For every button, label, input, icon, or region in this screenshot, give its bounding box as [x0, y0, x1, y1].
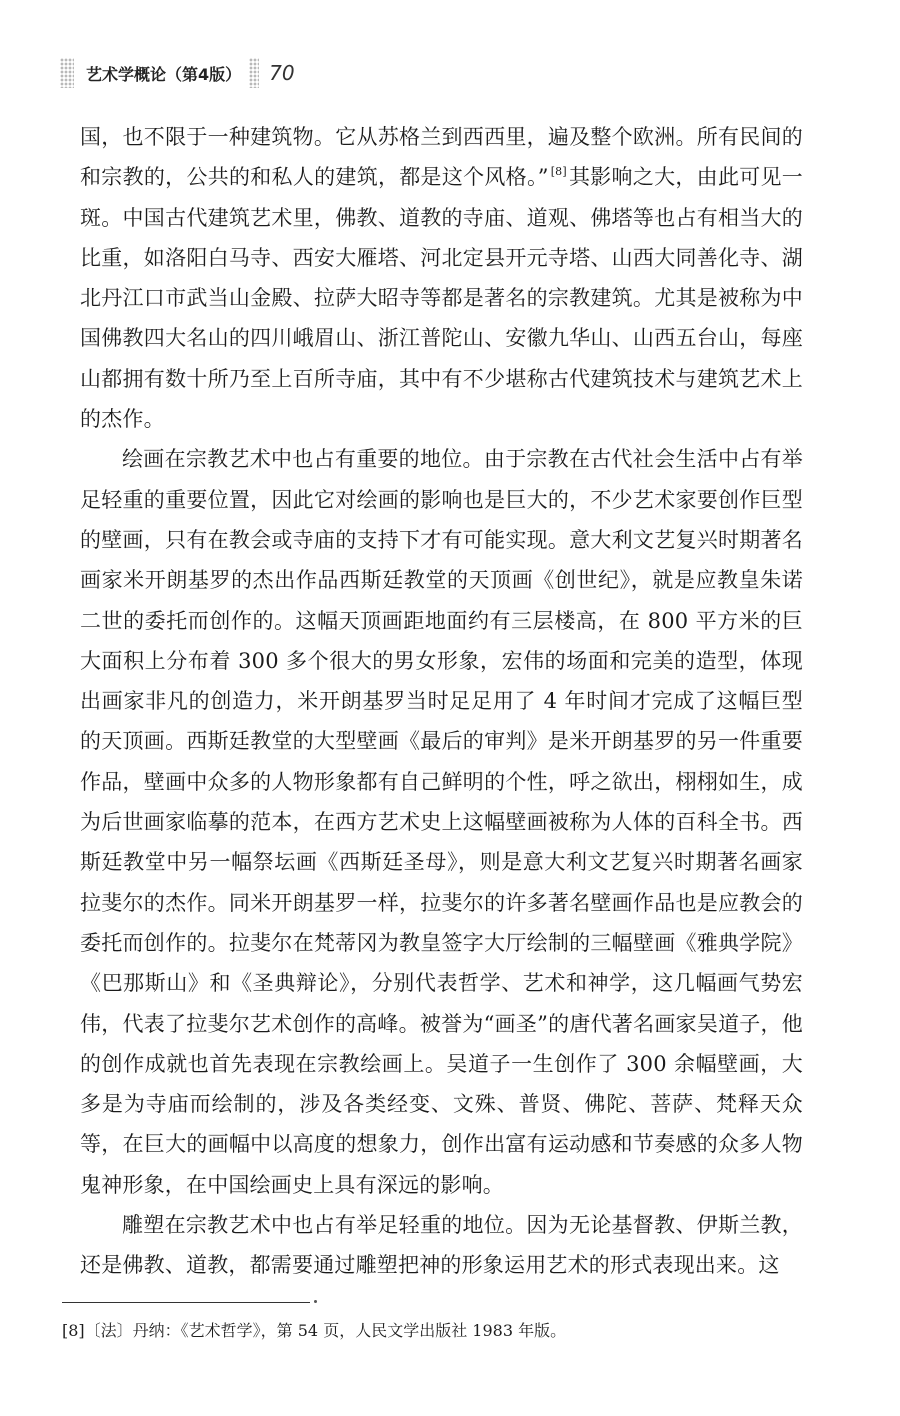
paragraph-text: 国，也不限于一种建筑物。它从苏格兰到西西里，遍及整个欧洲。所有民间的和宗教的，公共的和私人的建筑，都是这个风格。”	[80, 125, 803, 190]
divider-dot	[314, 1300, 317, 1303]
page-number: 70	[269, 61, 295, 85]
body-text	[80, 117, 803, 1286]
footnote: [8]〔法〕丹纳：《艺术哲学》，第 54 页，人民文学出版社 1983 年版。	[62, 1321, 567, 1340]
paragraph-text: 其影响之大，由此可见一斑。中国古代建筑艺术里，佛教、道教的寺庙、道观、佛塔等也占有相当大的比重，如洛阳白马寺、西安大雁塔、河北定县开元寺塔、山西大同善化寺、湖北丹江口市武当山金殿、拉萨大昭寺等都是著名的宗教建筑。尤其是被称为中国佛教四大名山的四川峨眉山、浙江普陀山、安徽九华山、山西五台山，每座山都拥有数十所乃至上百所寺庙，其中有不少堪称古代建筑技术与建筑艺术上的杰作。	[80, 165, 803, 432]
header-ornament	[60, 58, 74, 88]
running-header	[60, 58, 295, 88]
paragraph-painting: 绘画在宗教艺术中也占有重要的地位。由于宗教在古代社会生活中占有举足轻重的重要位置，因此它对绘画的影响也是巨大的，不少艺术家要创作巨型的壁画，只有在教会或寺庙的支持下才有可能实现。意大利文艺复兴时期著名画家米开朗基罗的杰出作品西斯廷教堂的天顶画《创世纪》，就是应教皇朱诺二世的委托而创作的。这幅天顶画距地面约有三层楼高，在 800 平方米的巨大面积上分布着 300 多个很大的男女形象，宏伟的场面和完美的造型，体现出画家非凡的创造力，米开朗基罗当时足足用了 4 年时间才完成了这幅巨型的天顶画。西斯廷教堂的大型壁画《最后的审判》是米开朗基罗的另一件重要作品，壁画中众多的人物形象都有自己鲜明的个性，呼之欲出，栩栩如生，成为后世画家临摹的范本，在西方艺术史上这幅壁画被称为人体的百科全书。西斯廷教堂中另一幅祭坛画《西斯廷圣母》，则是意大利文艺复兴时期著名画家拉斐尔的杰作。同米开朗基罗一样，拉斐尔的许多著名壁画作品也是应教会的委托而创作的。拉斐尔在梵蒂冈为教皇签字大厅绘制的三幅壁画《雅典学院》《巴那斯山》和《圣典辩论》，分别代表哲学、艺术和神学，这几幅画气势宏伟，代表了拉斐尔艺术创作的高峰。被誉为“画圣”的唐代著名画家吴道子，他的创作成就也首先表现在宗教绘画上。吴道子一生创作了 300 余幅壁画，大多是为寺庙而绘制的，涉及各类经变、文殊、普贤、佛陀、菩萨、梵释天众等，在巨大的画幅中以高度的想象力，创作出富有运动感和节奏感的众多人物鬼神形象，在中国绘画史上具有深远的影响。	[80, 447, 803, 1197]
book-title: 艺术学概论（第4版）	[86, 64, 242, 84]
footnote-reference[interactable]: [8]	[550, 165, 567, 179]
paragraph-sculpture: 雕塑在宗教艺术中也占有举足轻重的地位。因为无论基督教、伊斯兰教，还是佛教、道教，都需要通过雕塑把神的形象运用艺术的形式表现出来。这	[80, 1213, 803, 1278]
footnote-divider	[62, 1302, 310, 1303]
paragraph-architecture	[80, 117, 803, 439]
header-ornament-divider	[249, 58, 259, 88]
